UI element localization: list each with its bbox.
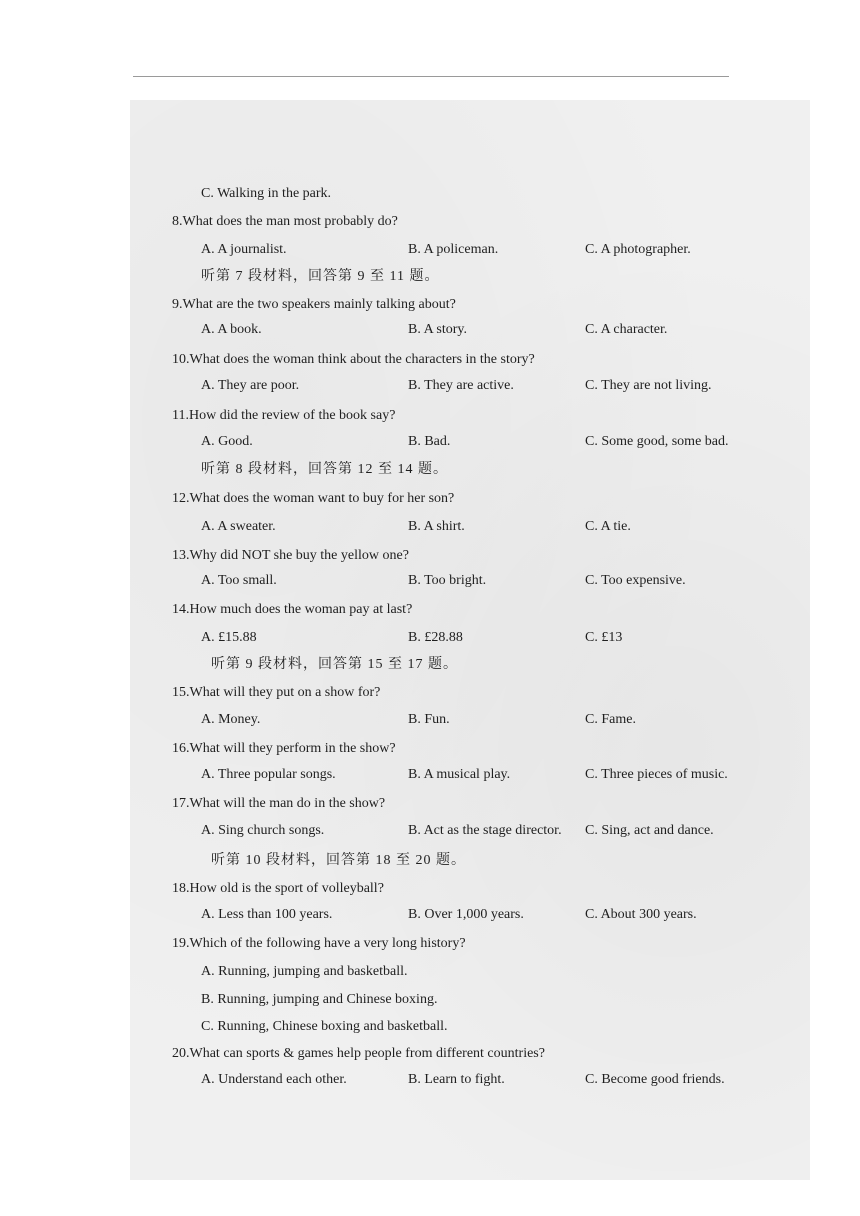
section-instruction: 听第 9 段材料，回答第 15 至 17 题。	[211, 657, 458, 672]
answer-option-c: C. Some good, some bad.	[585, 434, 729, 449]
answer-option-b: B. Too bright.	[408, 573, 487, 588]
question-text: 15.What will they put on a show for?	[172, 685, 381, 700]
answer-option-a: A. Sing church songs.	[201, 823, 325, 838]
question-text: 11.How did the review of the book say?	[172, 408, 396, 423]
answer-option-c: C. A tie.	[585, 519, 631, 534]
answer-option-b: B. Bad.	[408, 434, 451, 449]
section-instruction: 听第 10 段材料，回答第 18 至 20 题。	[211, 853, 466, 868]
question-text: 12.What does the woman want to buy for her son?	[172, 491, 455, 506]
answer-option-b: B. Fun.	[408, 712, 450, 727]
answer-option-b: B. A story.	[408, 322, 467, 337]
answer-option-c: C. Too expensive.	[585, 573, 686, 588]
answer-option-b: B. They are active.	[408, 378, 514, 393]
answer-option-b: B. A musical play.	[408, 767, 511, 782]
answer-option-a: A. They are poor.	[201, 378, 300, 393]
answer-option-b: B. Over 1,000 years.	[408, 907, 524, 922]
answer-option-a: A. Three popular songs.	[201, 767, 336, 782]
answer-option-c: C. Sing, act and dance.	[585, 823, 714, 838]
answer-option-b: B. Act as the stage director.	[408, 823, 562, 838]
answer-option-c: C. They are not living.	[585, 378, 712, 393]
question-text: 20.What can sports & games help people from different countries?	[172, 1046, 545, 1061]
answer-option-b: B. A shirt.	[408, 519, 465, 534]
section-instruction: 听第 7 段材料，回答第 9 至 11 题。	[201, 269, 440, 284]
answer-option-a: A. A sweater.	[201, 519, 276, 534]
header-rule	[133, 76, 729, 77]
section-instruction: 听第 8 段材料，回答第 12 至 14 题。	[201, 462, 448, 477]
answer-option-c: C. A photographer.	[585, 242, 691, 257]
answer-option-c: C. Fame.	[585, 712, 636, 727]
answer-option-a: A. £15.88	[201, 630, 257, 645]
answer-option-b: B. A policeman.	[408, 242, 499, 257]
answer-option-a: A. A journalist.	[201, 242, 287, 257]
answer-option-a: A. Too small.	[201, 573, 277, 588]
answer-option-b: B. £28.88	[408, 630, 463, 645]
answer-option-a: A. Less than 100 years.	[201, 907, 333, 922]
answer-option-a: A. Money.	[201, 712, 261, 727]
answer-option-a: A. Good.	[201, 434, 253, 449]
answer-option: B. Running, jumping and Chinese boxing.	[201, 992, 438, 1007]
answer-option-c: C. About 300 years.	[585, 907, 697, 922]
question-text: 8.What does the man most probably do?	[172, 214, 398, 229]
answer-option-c: C. £13	[585, 630, 623, 645]
answer-option-c: C. A character.	[585, 322, 668, 337]
question-text: 19.Which of the following have a very long history?	[172, 936, 466, 951]
answer-option: C. Running, Chinese boxing and basketball.	[201, 1019, 448, 1034]
question-text: 16.What will they perform in the show?	[172, 741, 396, 756]
answer-option-a: A. A book.	[201, 322, 262, 337]
answer-option-a: A. Understand each other.	[201, 1072, 347, 1087]
question-text: 14.How much does the woman pay at last?	[172, 602, 413, 617]
question-text: 9.What are the two speakers mainly talking about?	[172, 297, 456, 312]
answer-option: C. Walking in the park.	[201, 186, 332, 201]
question-text: 13.Why did NOT she buy the yellow one?	[172, 548, 409, 563]
question-text: 18.How old is the sport of volleyball?	[172, 881, 384, 896]
answer-option-c: C. Become good friends.	[585, 1072, 725, 1087]
answer-option-b: B. Learn to fight.	[408, 1072, 505, 1087]
question-text: 10.What does the woman think about the characters in the story?	[172, 352, 535, 367]
answer-option: A. Running, jumping and basketball.	[201, 964, 408, 979]
question-text: 17.What will the man do in the show?	[172, 796, 386, 811]
answer-option-c: C. Three pieces of music.	[585, 767, 728, 782]
